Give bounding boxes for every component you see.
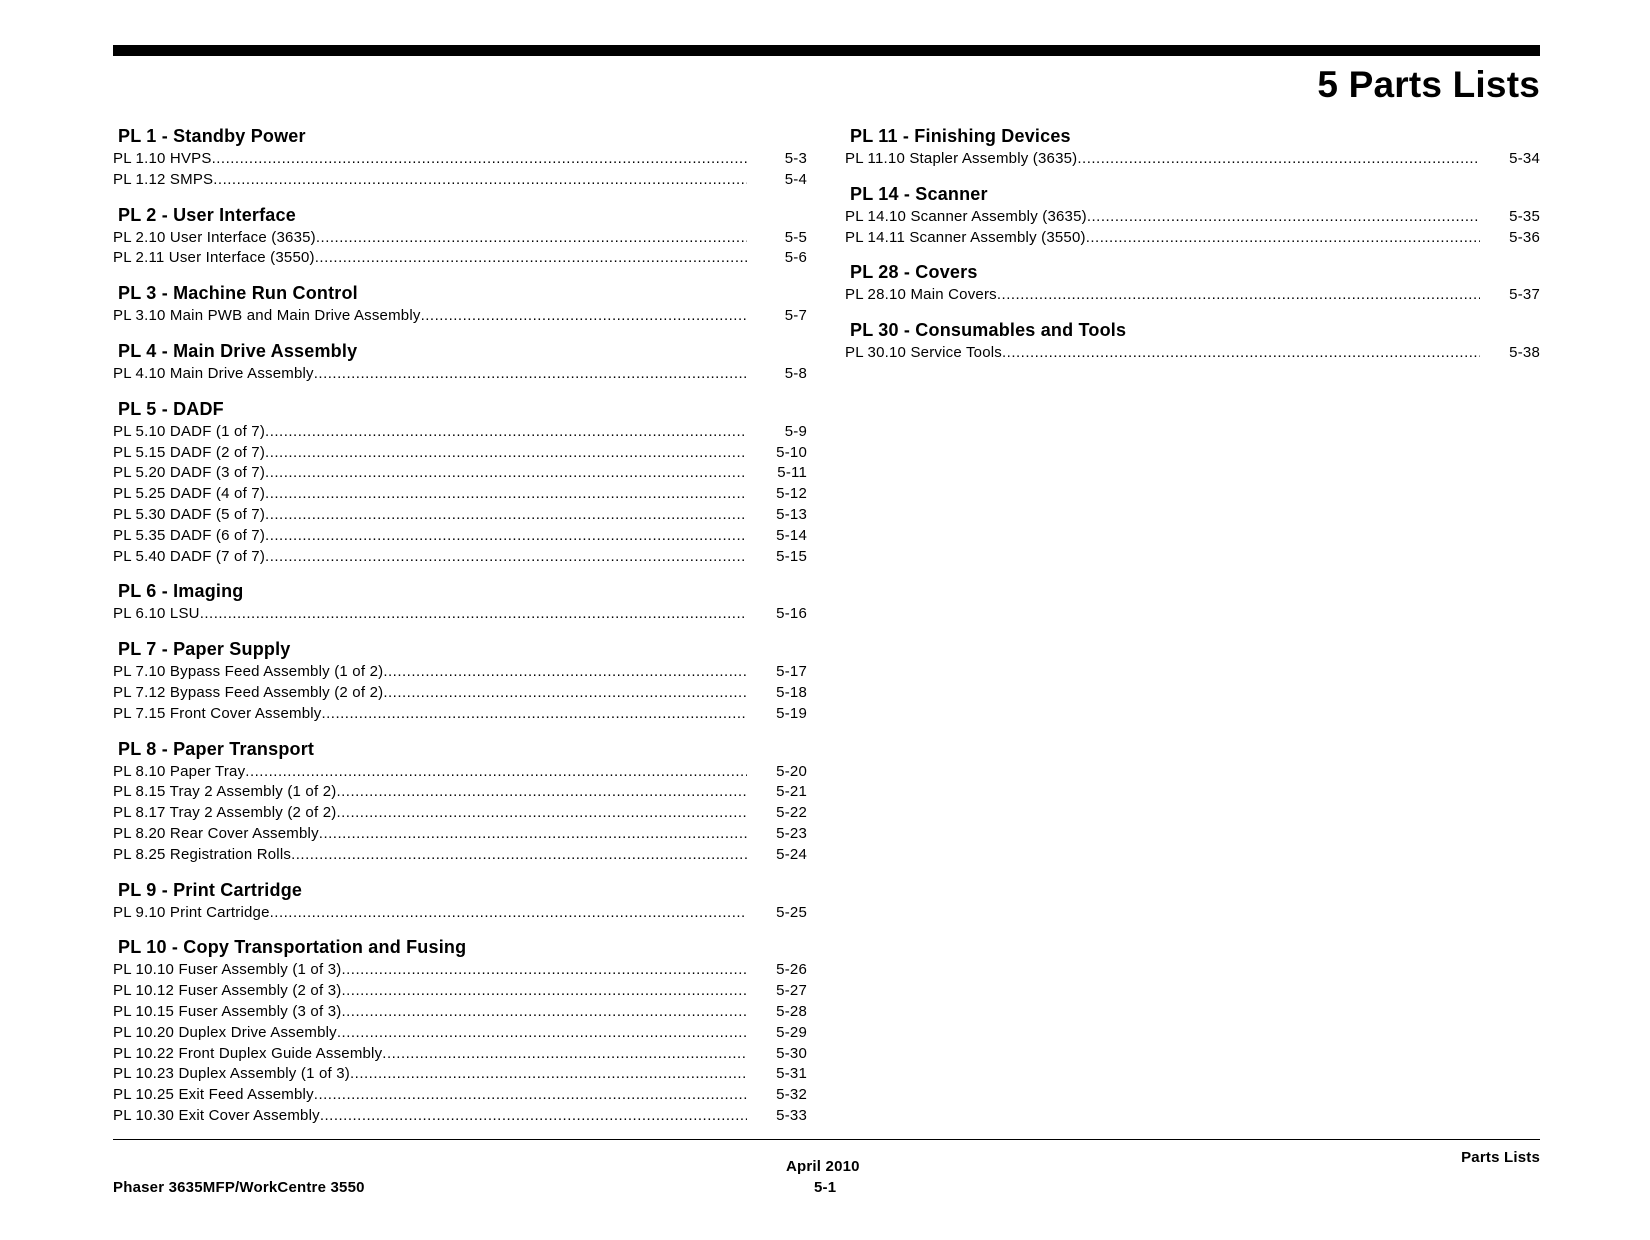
dot-leader [1077,149,1480,170]
toc-entry-page: 5-32 [776,1086,807,1104]
section-heading: PL 10 - Copy Transportation and Fusing [118,937,467,958]
toc-entry[interactable] [113,228,807,249]
toc-entry[interactable] [113,662,807,683]
dot-leader [265,463,747,484]
toc-entry-label: PL 7.15 Front Cover Assembly [113,704,322,722]
toc-entry-label: PL 28.10 Main Covers [845,286,997,304]
section-heading: PL 9 - Print Cartridge [118,879,303,900]
dot-leader [213,170,747,191]
toc-left-column [113,124,807,1139]
toc-section [113,397,807,568]
dot-leader [291,845,747,866]
dot-leader [265,526,747,547]
toc-entry-label: PL 5.35 DADF (6 of 7) [113,526,266,544]
toc-entry[interactable] [113,306,807,327]
dot-leader [1087,207,1480,228]
toc-entry-label: PL 3.10 Main PWB and Main Drive Assembly [113,307,421,325]
dot-leader [265,422,747,443]
chapter-title: 5 Parts Lists [1317,64,1540,105]
toc-entry[interactable] [113,463,807,484]
toc-section [845,124,1540,170]
toc-entry[interactable] [113,1002,807,1023]
dot-leader [314,1085,747,1106]
dot-leader [336,782,747,803]
toc-entry-label: PL 8.10 Paper Tray [113,762,246,780]
toc-entry-page: 5-30 [776,1044,807,1062]
header-rule [113,45,1540,56]
toc-entry-label: PL 8.20 Rear Cover Assembly [113,824,319,842]
dot-leader [383,662,747,683]
toc-entry[interactable] [845,343,1540,364]
toc-entry-page: 5-28 [776,1002,807,1020]
toc-entry-page: 5-5 [784,228,807,246]
footer-rule [113,1139,1540,1140]
toc-entry-label: PL 10.25 Exit Feed Assembly [113,1086,314,1104]
toc-entry[interactable] [113,803,807,824]
toc-entry[interactable] [113,505,807,526]
dot-leader [270,903,747,924]
toc-entry[interactable] [113,981,807,1002]
section-heading: PL 1 - Standby Power [118,126,306,146]
dot-leader [315,248,747,269]
toc-entry-page: 5-24 [776,845,807,863]
section-heading: PL 3 - Machine Run Control [118,283,358,304]
toc-entry-page: 5-15 [776,547,807,565]
toc-entry-page: 5-33 [776,1106,807,1124]
toc-entry[interactable] [113,547,807,568]
toc-entry[interactable] [113,704,807,725]
toc-entry-label: PL 14.11 Scanner Assembly (3550) [845,228,1086,246]
toc-entry-label: PL 30.10 Service Tools [845,344,1002,362]
toc-entry-label: PL 10.12 Fuser Assembly (2 of 3) [113,982,342,1000]
toc-entry-page: 5-13 [776,505,807,523]
toc-entry-label: PL 5.10 DADF (1 of 7) [113,422,266,440]
toc-entry[interactable] [113,903,807,924]
toc-entry-label: PL 4.10 Main Drive Assembly [113,364,314,382]
toc-entry-page: 5-14 [776,526,807,544]
toc-entry[interactable] [845,149,1540,170]
section-heading: PL 8 - Paper Transport [118,738,315,759]
toc-section [113,281,807,327]
toc-entry-label: PL 10.15 Fuser Assembly (3 of 3) [113,1002,342,1020]
toc-entry-label: PL 14.10 Scanner Assembly (3635) [845,207,1087,225]
toc-entry[interactable] [113,484,807,505]
toc-entry[interactable] [113,1106,807,1127]
toc-section [113,339,807,385]
toc-entry-page: 5-21 [776,783,807,801]
toc-entry-page: 5-18 [776,683,807,701]
toc-entry[interactable] [113,248,807,269]
toc-entry[interactable] [845,207,1540,228]
toc-entry-label: PL 7.12 Bypass Feed Assembly (2 of 2) [113,683,384,701]
toc-entry[interactable] [113,762,807,783]
footer-page-number: 5-1 [814,1179,837,1196]
toc-entry-label: PL 7.10 Bypass Feed Assembly (1 of 2) [113,663,384,681]
section-heading: PL 28 - Covers [850,262,978,283]
toc-entry[interactable] [113,1064,807,1085]
toc-entry[interactable] [113,604,807,625]
dot-leader [321,704,747,725]
section-heading: PL 6 - Imaging [118,581,244,602]
footer-date: April 2010 [786,1158,860,1175]
toc-entry-label: PL 6.10 LSU [113,605,200,623]
toc-entry-page: 5-12 [776,485,807,503]
toc-entry-label: PL 8.15 Tray 2 Assembly (1 of 2) [113,783,337,801]
dot-leader [336,803,747,824]
dot-leader [997,285,1480,306]
toc-entry[interactable] [113,845,807,866]
toc-entry-page: 5-34 [1509,150,1540,167]
toc-entry[interactable] [113,1023,807,1044]
dot-leader [316,228,747,249]
toc-section [113,124,807,191]
toc-entry[interactable] [113,422,807,443]
dot-leader [245,762,747,783]
dot-leader [265,505,747,526]
toc-entry-page: 5-19 [776,704,807,722]
toc-section [845,318,1540,364]
toc-section [845,182,1540,249]
section-heading: PL 5 - DADF [118,398,224,419]
toc-entry[interactable] [113,443,807,464]
dot-leader [212,149,747,170]
toc-entry[interactable] [113,683,807,704]
toc-entry-label: PL 2.10 User Interface (3635) [113,228,316,246]
toc-entry-label: PL 2.11 User Interface (3550) [113,249,315,267]
toc-entry[interactable] [113,364,807,385]
toc-entry-page: 5-8 [784,364,807,382]
toc-entry-page: 5-23 [776,824,807,842]
toc-entry-label: PL 5.20 DADF (3 of 7) [113,464,266,482]
toc-entry[interactable] [113,149,807,170]
toc-entry-label: PL 9.10 Print Cartridge [113,903,270,921]
toc-entry-label: PL 10.30 Exit Cover Assembly [113,1106,320,1124]
dot-leader [265,547,747,568]
dot-leader [319,824,747,845]
dot-leader [337,1023,747,1044]
toc-section [113,579,807,625]
toc-entry-label: PL 11.10 Stapler Assembly (3635) [845,150,1078,167]
toc-entry-page: 5-31 [776,1065,807,1083]
dot-leader [265,443,747,464]
dot-leader [383,683,747,704]
toc-section [113,737,807,866]
toc-entry[interactable] [113,526,807,547]
dot-leader [320,1106,747,1127]
toc-entry[interactable] [113,824,807,845]
toc-entry-page: 5-27 [776,982,807,1000]
toc-entry-page: 5-20 [776,762,807,780]
toc-entry-label: PL 1.12 SMPS [113,170,214,188]
section-heading: PL 14 - Scanner [850,183,988,204]
footer-section-title: Parts Lists [1461,1149,1540,1166]
toc-entry-page: 5-35 [1509,207,1540,225]
toc-entry-page: 5-16 [776,605,807,623]
toc-entry-page: 5-37 [1509,286,1540,304]
toc-entry-label: PL 5.15 DADF (2 of 7) [113,443,266,461]
toc-section [113,637,807,724]
dot-leader [1086,228,1480,249]
dot-leader [1002,343,1480,364]
toc-entry-label: PL 1.10 HVPS [113,150,212,167]
toc-entry-label: PL 5.25 DADF (4 of 7) [113,485,266,503]
toc-entry[interactable] [113,782,807,803]
dot-leader [341,981,747,1002]
section-heading: PL 30 - Consumables and Tools [850,320,1127,341]
dot-leader [265,484,747,505]
section-heading: PL 2 - User Interface [118,204,296,225]
toc-entry-page: 5-29 [776,1023,807,1041]
toc-entry-page: 5-6 [784,249,807,267]
toc-entry-label: PL 5.30 DADF (5 of 7) [113,505,266,523]
toc-entry-page: 5-38 [1509,344,1540,362]
toc-entry-page: 5-26 [776,961,807,979]
section-heading: PL 11 - Finishing Devices [850,126,1071,146]
dot-leader [341,960,747,981]
toc-entry-label: PL 10.10 Fuser Assembly (1 of 3) [113,961,342,979]
section-heading: PL 7 - Paper Supply [118,639,291,660]
toc-entry-label: PL 8.25 Registration Rolls [113,845,292,863]
toc-entry[interactable] [113,1085,807,1106]
toc-entry-page: 5-4 [784,170,807,188]
toc-section [113,935,807,1126]
toc-entry-label: PL 10.22 Front Duplex Guide Assembly [113,1044,383,1062]
toc-entry-page: 5-22 [776,804,807,822]
toc-section [845,260,1540,306]
toc-entry-page: 5-36 [1509,228,1540,246]
dot-leader [341,1002,747,1023]
toc-entry[interactable] [113,1044,807,1065]
section-heading: PL 4 - Main Drive Assembly [118,340,358,361]
toc-entry-page: 5-9 [784,422,807,440]
dot-leader [382,1044,747,1065]
toc-entry-page: 5-3 [784,150,807,167]
dot-leader [421,306,747,327]
dot-leader [314,364,747,385]
toc-entry[interactable] [845,285,1540,306]
toc-section [113,203,807,270]
dot-leader [350,1064,747,1085]
toc-entry-page: 5-25 [776,903,807,921]
toc-entry-page: 5-11 [777,464,807,482]
toc-right-column [845,124,1540,376]
toc-entry-label: PL 5.40 DADF (7 of 7) [113,547,266,565]
toc-entry[interactable] [845,228,1540,249]
toc-entry-page: 5-7 [784,307,807,325]
toc-entry-page: 5-10 [776,443,807,461]
toc-entry[interactable] [113,960,807,981]
toc-entry-label: PL 10.23 Duplex Assembly (1 of 3) [113,1065,350,1083]
toc-entry-page: 5-17 [776,663,807,681]
toc-section [113,878,807,924]
dot-leader [200,604,747,625]
footer-product-name: Phaser 3635MFP/WorkCentre 3550 [113,1179,365,1196]
toc-entry-label: PL 10.20 Duplex Drive Assembly [113,1023,337,1041]
toc-entry[interactable] [113,170,807,191]
toc-entry-label: PL 8.17 Tray 2 Assembly (2 of 2) [113,804,337,822]
